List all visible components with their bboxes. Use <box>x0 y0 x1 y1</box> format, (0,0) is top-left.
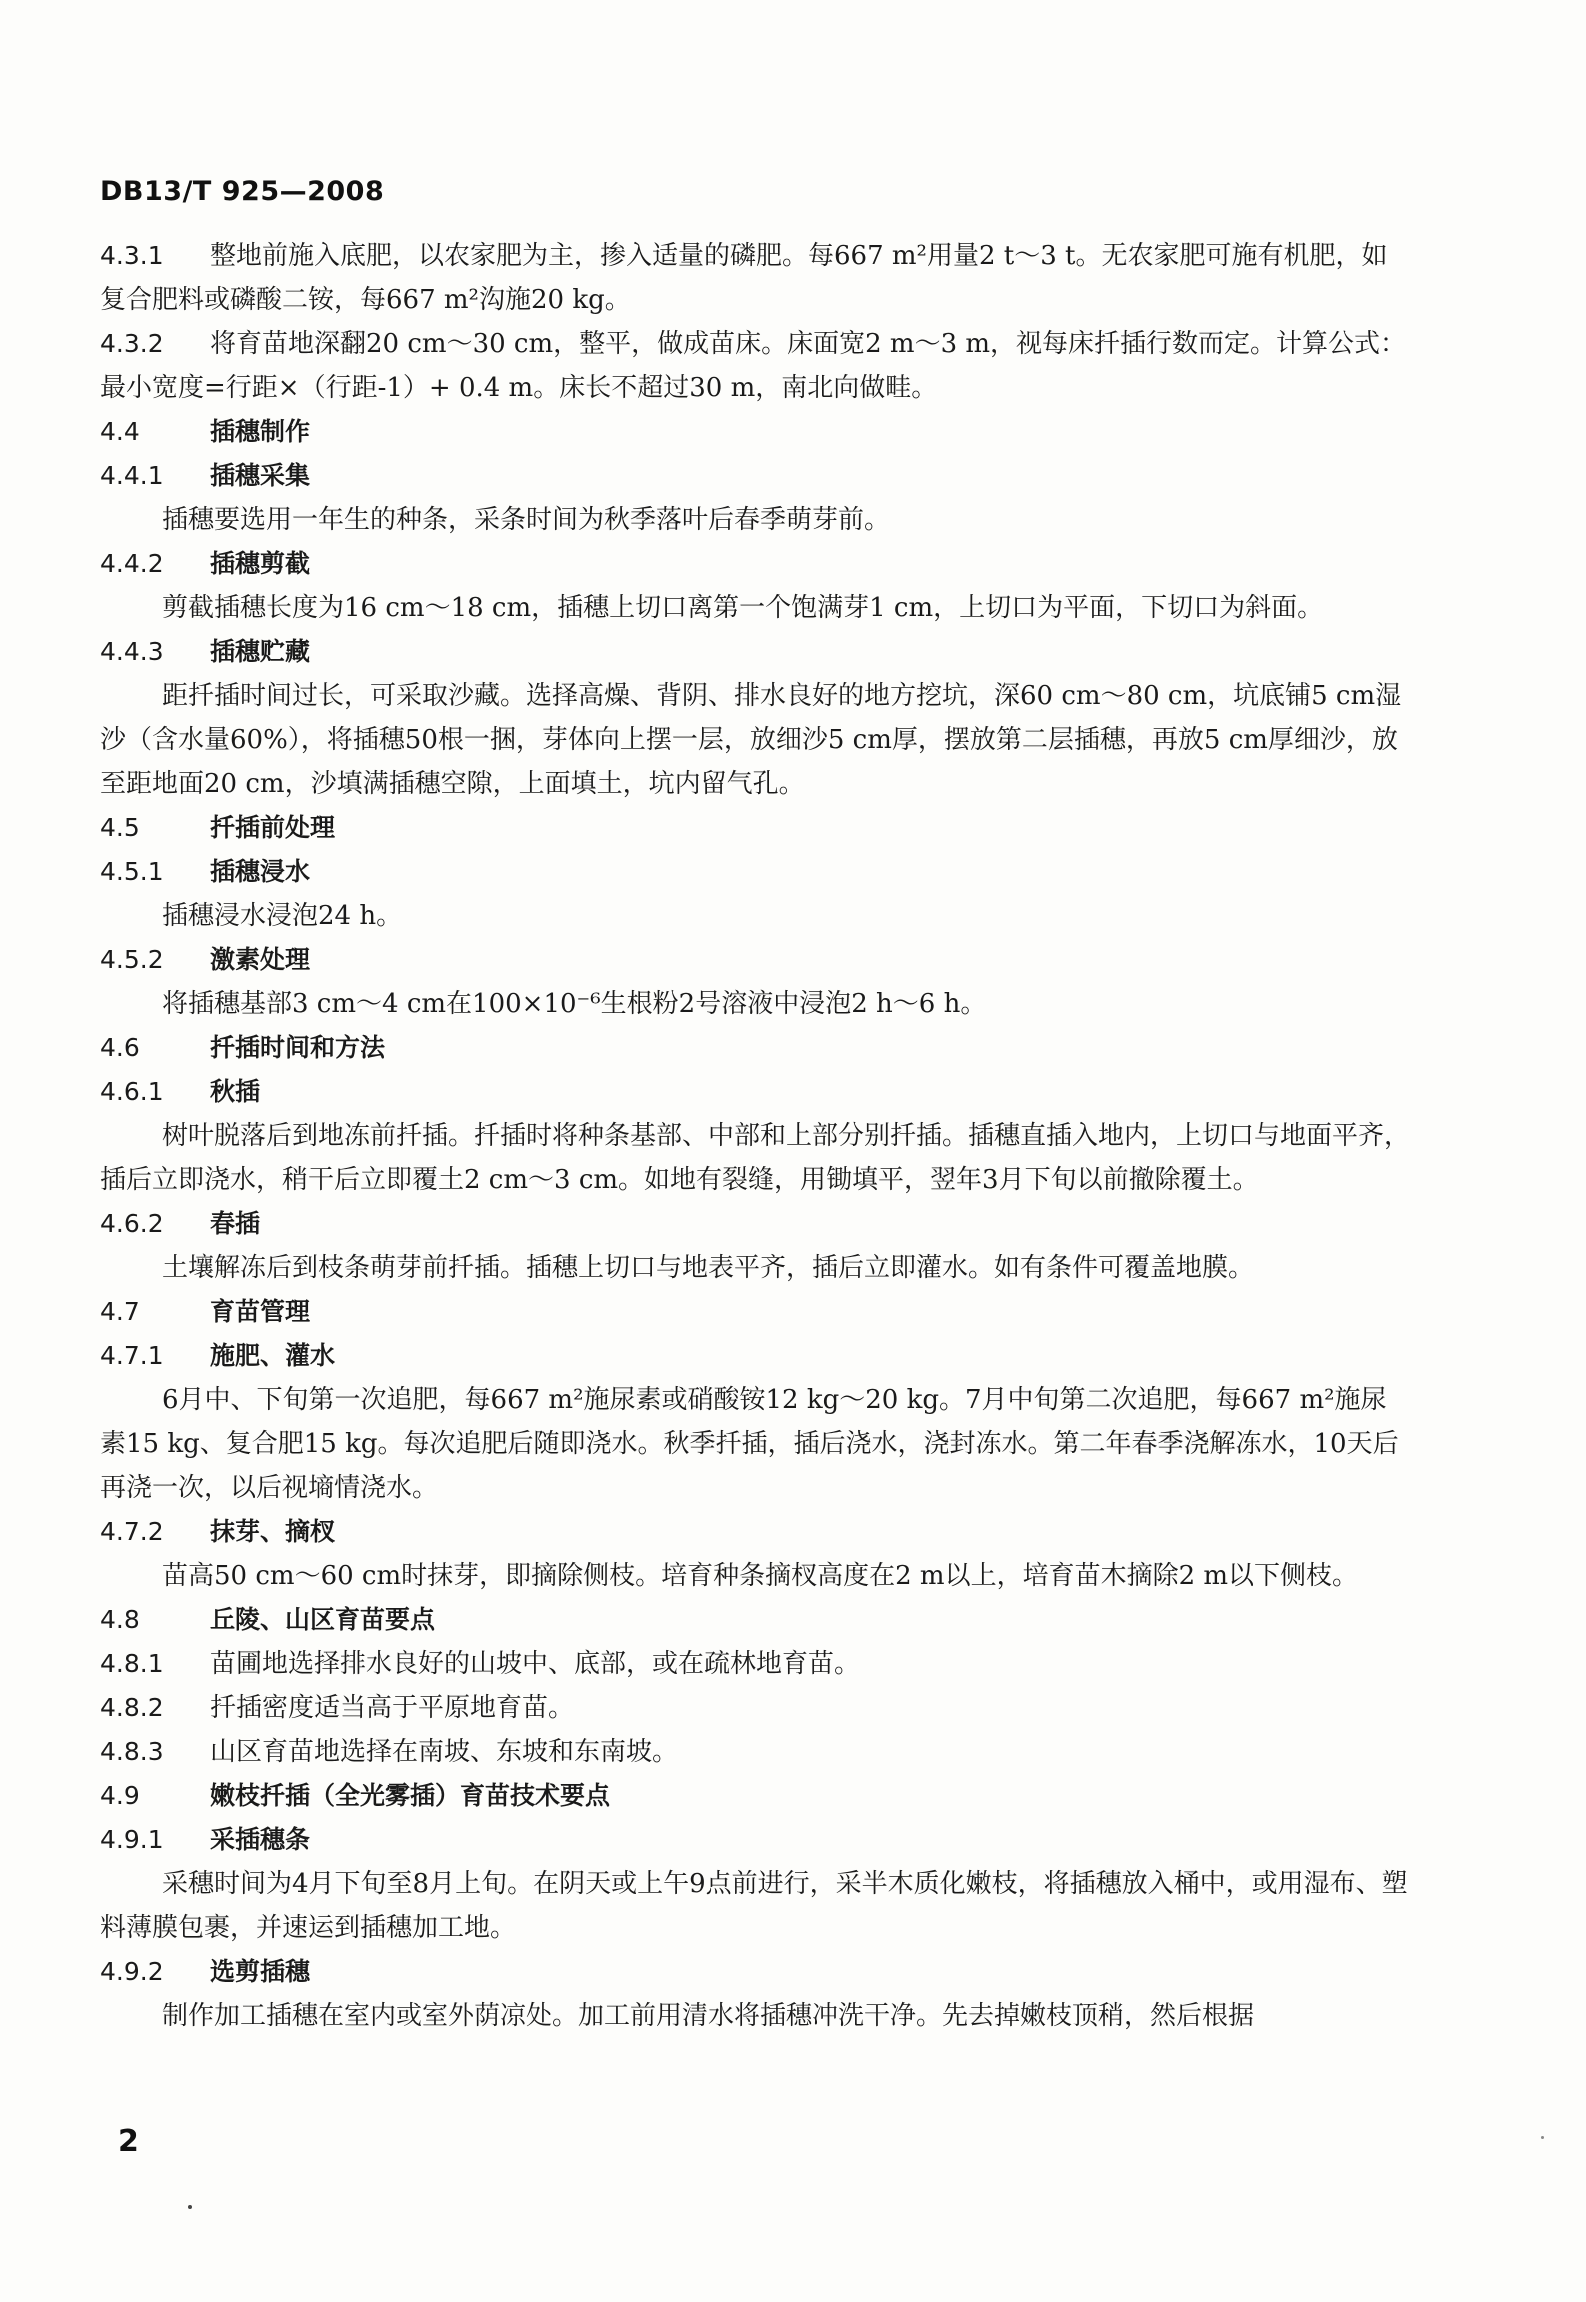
heading-text: 采插穗条 <box>210 1825 311 1854</box>
heading-number: 4.9 <box>100 1781 140 1810</box>
heading-number: 4.7 <box>100 1297 140 1326</box>
clause-4-3-1 <box>100 234 1410 322</box>
heading-number: 4.9.1 <box>100 1825 164 1854</box>
heading-number: 4.8 <box>100 1605 140 1634</box>
scan-speck <box>1541 2136 1544 2139</box>
heading-number: 4.4.1 <box>100 461 164 490</box>
heading-text: 嫩枝扦插（全光雾插）育苗技术要点 <box>210 1781 611 1810</box>
clause-text: 扦插密度适当高于平原地育苗。 <box>210 1693 575 1723</box>
heading-text: 插穗制作 <box>210 417 311 446</box>
clause-number: 4.8.2 <box>100 1693 164 1722</box>
heading-4-9-2 <box>100 1950 1410 1994</box>
clause-number: 4.8.3 <box>100 1737 164 1766</box>
heading-text: 插穗浸水 <box>210 857 311 886</box>
heading-4-4-1 <box>100 454 1410 498</box>
heading-text: 丘陵、山区育苗要点 <box>210 1605 436 1634</box>
paragraph: 将插穗基部3 cm～4 cm在100×10⁻⁶生根粉2号溶液中浸泡2 h～6 h。 <box>162 989 987 1019</box>
heading-4-9-1 <box>100 1818 1410 1862</box>
clause-text: 苗圃地选择排水良好的山坡中、底部，或在疏林地育苗。 <box>210 1649 861 1679</box>
heading-4-5-2 <box>100 938 1410 982</box>
heading-number: 4.6 <box>100 1033 140 1062</box>
paragraph: 采穗时间为4月下旬至8月上旬。在阴天或上午9点前进行，采半木质化嫩枝，将插穗放入桶中，或用湿布、塑料薄膜包裹，并速运到插穗加工地。 <box>100 1869 1408 1943</box>
clause-number: 4.3.2 <box>100 329 164 358</box>
heading-text: 抹芽、摘杈 <box>210 1517 336 1546</box>
standard-code-header: DB13/T 925—2008 <box>100 176 385 207</box>
heading-4-4 <box>100 410 1410 454</box>
heading-text: 扦插时间和方法 <box>210 1033 386 1062</box>
page-content <box>100 234 1410 2038</box>
scan-speck <box>188 2205 192 2209</box>
heading-text: 插穗贮藏 <box>210 637 311 666</box>
paragraph: 距扦插时间过长，可采取沙藏。选择高燥、背阴、排水良好的地方挖坑，深60 cm～80 cm，坑底铺5 cm湿沙（含水量60%），将插穗50根一捆，芽体向上摆一层，放细沙5 cm厚，摆放第二层插穗，再放5 cm厚细沙，放至距地面20 cm，沙填满插穗空隙，上面填土，坑内留气孔。 <box>100 681 1402 799</box>
clause-4-8-2 <box>100 1686 1410 1730</box>
heading-text: 插穗剪截 <box>210 549 311 578</box>
heading-text: 选剪插穗 <box>210 1957 311 1986</box>
heading-text: 育苗管理 <box>210 1297 311 1326</box>
heading-number: 4.4.3 <box>100 637 164 666</box>
heading-number: 4.6.1 <box>100 1077 164 1106</box>
heading-text: 施肥、灌水 <box>210 1341 336 1370</box>
heading-4-6-1 <box>100 1070 1410 1114</box>
heading-text: 插穗采集 <box>210 461 311 490</box>
paragraph: 树叶脱落后到地冻前扦插。扦插时将种条基部、中部和上部分别扦插。插穗直插入地内，上切口与地面平齐，插后立即浇水，稍干后立即覆土2 cm～3 cm。如地有裂缝，用锄填平，翌年3月下旬以前撤除覆土。 <box>100 1121 1411 1195</box>
clause-4-8-3 <box>100 1730 1410 1774</box>
heading-number: 4.7.1 <box>100 1341 164 1370</box>
clause-4-8-1 <box>100 1642 1410 1686</box>
heading-number: 4.5.2 <box>100 945 164 974</box>
clause-number: 4.3.1 <box>100 241 164 270</box>
paragraph: 土壤解冻后到枝条萌芽前扦插。插穗上切口与地表平齐，插后立即灌水。如有条件可覆盖地膜。 <box>162 1253 1255 1283</box>
heading-4-7-1 <box>100 1334 1410 1378</box>
heading-number: 4.5.1 <box>100 857 164 886</box>
paragraph: 苗高50 cm～60 cm时抹芽，即摘除侧枝。培育种条摘杈高度在2 m以上，培育苗木摘除2 m以下侧枝。 <box>162 1561 1359 1591</box>
clause-text: 整地前施入底肥，以农家肥为主，掺入适量的磷肥。每667 m²用量2 t～3 t。无农家肥可施有机肥，如复合肥料或磷酸二铵，每667 m²沟施20 kg。 <box>100 241 1388 315</box>
heading-text: 扦插前处理 <box>210 813 336 842</box>
heading-number: 4.9.2 <box>100 1957 164 1986</box>
heading-number: 4.5 <box>100 813 140 842</box>
heading-4-4-3 <box>100 630 1410 674</box>
heading-4-8 <box>100 1598 1410 1642</box>
heading-text: 激素处理 <box>210 945 311 974</box>
heading-number: 4.4 <box>100 417 140 446</box>
heading-number: 4.6.2 <box>100 1209 164 1238</box>
paragraph: 6月中、下旬第一次追肥，每667 m²施尿素或硝酸铵12 kg～20 kg。7月中旬第二次追肥，每667 m²施尿素15 kg、复合肥15 kg。每次追肥后随即浇水。秋季扦插，插后浇水，浇封冻水。第二年春季浇解冻水，10天后再浇一次，以后视墒情浇水。 <box>100 1385 1399 1503</box>
heading-text: 春插 <box>210 1209 261 1238</box>
paragraph: 插穗要选用一年生的种条，采条时间为秋季落叶后春季萌芽前。 <box>162 505 891 535</box>
heading-number: 4.4.2 <box>100 549 164 578</box>
heading-number: 4.7.2 <box>100 1517 164 1546</box>
paragraph: 剪截插穗长度为16 cm～18 cm，插穗上切口离第一个饱满芽1 cm，上切口为平面，下切口为斜面。 <box>162 593 1324 623</box>
heading-4-7-2 <box>100 1510 1410 1554</box>
page-number: 2 <box>118 2124 139 2159</box>
heading-4-7 <box>100 1290 1410 1334</box>
clause-text: 将育苗地深翻20 cm～30 cm，整平，做成苗床。床面宽2 m～3 m，视每床扦插行数而定。计算公式：最小宽度=行距×（行距-1）+ 0.4 m。床长不超过30 m，南北向做畦。 <box>100 329 1407 403</box>
heading-4-5 <box>100 806 1410 850</box>
paragraph: 插穗浸水浸泡24 h。 <box>162 901 403 931</box>
heading-4-6-2 <box>100 1202 1410 1246</box>
heading-4-9 <box>100 1774 1410 1818</box>
heading-text: 秋插 <box>210 1077 261 1106</box>
heading-4-6 <box>100 1026 1410 1070</box>
clause-4-3-2 <box>100 322 1410 410</box>
clause-text: 山区育苗地选择在南坡、东坡和东南坡。 <box>210 1737 679 1767</box>
paragraph: 制作加工插穗在室内或室外荫凉处。加工前用清水将插穗冲洗干净。先去掉嫩枝顶稍，然后根据 <box>162 2001 1255 2031</box>
heading-4-4-2 <box>100 542 1410 586</box>
heading-4-5-1 <box>100 850 1410 894</box>
clause-number: 4.8.1 <box>100 1649 164 1678</box>
